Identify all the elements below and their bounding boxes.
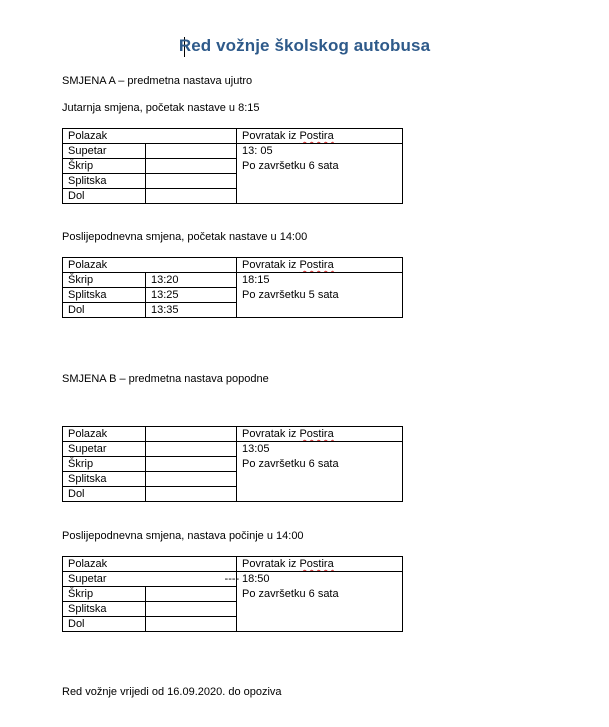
shift-b-afternoon-heading: Poslijepodnevna smjena, nastava počinje u 14:00 [62, 530, 304, 542]
stop-name: Splitska [63, 288, 146, 303]
stop-name: Škrip [63, 587, 146, 602]
shift-b-heading: SMJENA B – predmetna nastava popodne [62, 373, 269, 385]
return-cell [237, 144, 403, 204]
return-time: 13:05 [242, 443, 270, 455]
shift-a-afternoon-heading: Poslijepodnevna smjena, početak nastave u 14:00 [62, 231, 308, 243]
table-header-row [63, 557, 403, 572]
shift-a-morning-heading: Jutarnja smjena, početak nastave u 8:15 [62, 102, 260, 114]
table-header-row [63, 129, 403, 144]
supetar-row-cell [63, 572, 240, 587]
table-header-row [63, 258, 403, 273]
empty-header-cell [146, 427, 237, 442]
table-row [63, 273, 403, 288]
stop-time [146, 144, 237, 159]
stop-name: Supetar [68, 573, 107, 585]
table-row [63, 442, 403, 457]
return-header: Povratak iz Postira [237, 557, 403, 572]
stop-time [146, 174, 237, 189]
stop-name: Škrip [63, 159, 146, 174]
return-header: Povratak iz Postira [237, 427, 403, 442]
stop-time: 13:25 [146, 288, 237, 303]
return-note: Po završetku 6 sata [242, 458, 339, 470]
stop-name: Supetar [63, 144, 146, 159]
return-time: 18:15 [242, 274, 270, 286]
departure-header: Polazak [63, 557, 146, 572]
empty-header-cell [146, 557, 237, 572]
stop-name: Škrip [63, 457, 146, 472]
stop-name: Supetar [63, 442, 146, 457]
stop-name: Dol [63, 303, 146, 318]
stop-name: Dol [63, 487, 146, 502]
stop-time [146, 159, 237, 174]
stop-time [146, 617, 237, 632]
empty-header-cell [146, 129, 237, 144]
stop-name: Splitska [63, 472, 146, 487]
return-header: Povratak iz Postira [237, 129, 403, 144]
departure-header: Polazak [63, 129, 146, 144]
return-place: Postira [299, 428, 334, 440]
return-cell [237, 273, 403, 318]
return-place: Postira [299, 558, 334, 570]
stop-name: Splitska [63, 174, 146, 189]
stop-time: 13:35 [146, 303, 237, 318]
return-note: Po završetku 5 sata [242, 289, 339, 301]
return-time: 13: 05 [242, 145, 273, 157]
stop-time [146, 189, 237, 204]
shift-a-morning-table [62, 128, 403, 204]
return-cell [237, 572, 403, 632]
table-row [63, 144, 403, 159]
document-title: Red vožnje školskog autobusa [178, 36, 431, 55]
table-row [63, 572, 403, 587]
stop-name: Dol [63, 617, 146, 632]
stop-time [146, 442, 237, 457]
shift-b-morning-table [62, 426, 403, 502]
stop-name: Dol [63, 189, 146, 204]
shift-a-heading: SMJENA A – predmetna nastava ujutro [62, 75, 253, 87]
stop-time [146, 487, 237, 502]
stop-time [146, 472, 237, 487]
return-header: Povratak iz Postira [237, 258, 403, 273]
departure-header: Polazak [63, 258, 146, 273]
stop-time [146, 457, 237, 472]
stop-name: Splitska [63, 602, 146, 617]
shift-b-afternoon-table [62, 556, 403, 632]
return-note: Po završetku 6 sata [242, 588, 339, 600]
stop-time [146, 602, 237, 617]
return-time: 18:50 [242, 573, 270, 585]
validity-footer: Red vožnje vrijedi od 16.09.2020. do opoziva [62, 686, 282, 698]
return-cell [237, 442, 403, 502]
return-note: Po završetku 6 sata [242, 160, 339, 172]
stop-time [146, 587, 237, 602]
departure-header: Polazak [63, 427, 146, 442]
return-place: Postira [299, 259, 334, 271]
stop-name: Škrip [63, 273, 146, 288]
shift-a-afternoon-table [62, 257, 403, 318]
table-header-row [63, 427, 403, 442]
stop-time: 13:20 [146, 273, 237, 288]
return-place: Postira [299, 130, 334, 142]
empty-header-cell [146, 258, 237, 273]
stop-time: ---- [224, 573, 240, 585]
